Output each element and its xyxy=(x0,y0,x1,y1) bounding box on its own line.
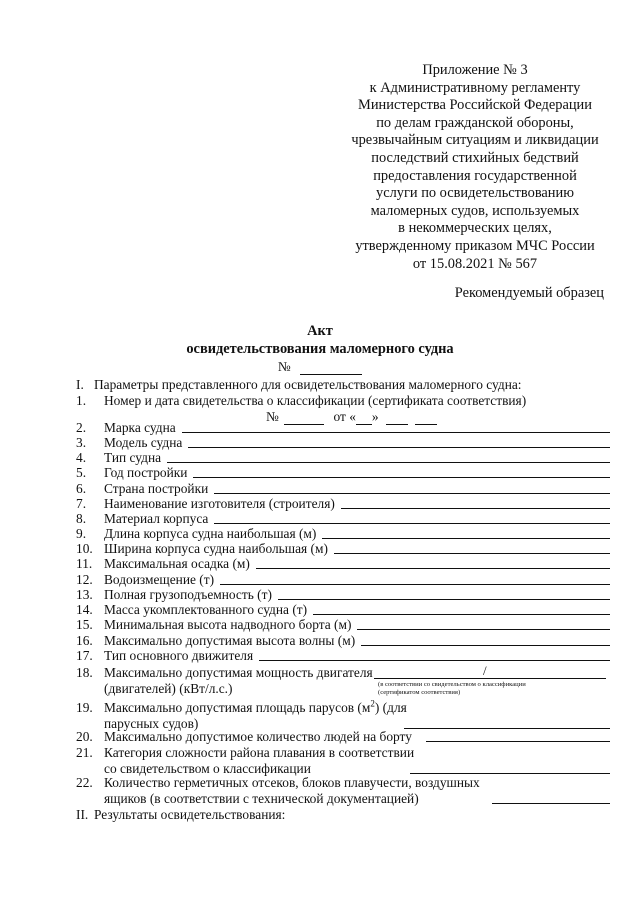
item-21-line-2: со свидетельством о классификации xyxy=(104,760,311,776)
appendix-line: услуги по освидетельствованию xyxy=(376,185,574,202)
item-number: 8. xyxy=(76,511,87,527)
item-1-number: 1. xyxy=(76,393,87,408)
item-label: Максимальная осадка (м) xyxy=(104,556,250,572)
item-row xyxy=(76,617,610,633)
item-18-line-1: Максимально допустимая мощность двигателя xyxy=(104,665,373,680)
appendix-line: по делам гражданской обороны, xyxy=(376,114,574,131)
item-number: 7. xyxy=(76,496,87,512)
item-21-line-1: Категория сложности района плавания в соответствии xyxy=(104,745,415,760)
item-row xyxy=(76,602,610,618)
section-2-title: Результаты освидетельствования: xyxy=(94,807,286,822)
item-row xyxy=(76,450,610,466)
item-18-note-1: (в соответствии со свидетельством о классификации xyxy=(378,681,526,688)
item-19-superscript: 2 xyxy=(370,698,375,709)
act-number-field[interactable] xyxy=(300,374,362,375)
item-number: 14. xyxy=(76,602,93,618)
item-number: 17. xyxy=(76,648,93,664)
engine-power-slash: / xyxy=(483,663,487,678)
item-row xyxy=(76,556,610,572)
item-row xyxy=(76,496,610,512)
item-label: Полная грузоподъемность (т) xyxy=(104,587,272,603)
item-19-text-end: ) (для xyxy=(374,700,407,715)
appendix-line: от 15.08.2021 № 567 xyxy=(412,255,538,272)
item-number: 20. xyxy=(76,729,93,745)
navigation-category-field[interactable] xyxy=(410,773,610,774)
appendix-header xyxy=(330,62,620,273)
item-number: 12. xyxy=(76,572,93,588)
title-line-1: Акт xyxy=(307,323,333,339)
section-2-number: II. xyxy=(76,807,89,822)
item-row xyxy=(76,465,610,481)
section-1-title: Параметры представленного для освидетельствования маломерного судна: xyxy=(94,377,522,392)
item-field[interactable] xyxy=(256,568,610,569)
item-label: Модель судна xyxy=(104,435,183,451)
title-line-2: освидетельствования маломерного судна xyxy=(186,341,454,357)
item-field[interactable] xyxy=(214,493,610,494)
item-field[interactable] xyxy=(313,614,610,615)
item-number: 11. xyxy=(76,556,93,572)
compartments-count-field[interactable] xyxy=(492,803,610,804)
item-row xyxy=(76,648,610,664)
item-label: Материал корпуса xyxy=(104,511,209,527)
item-label: Тип судна xyxy=(104,450,162,466)
item-row xyxy=(76,481,610,497)
item-19-text: Максимально допустимая площадь парусов (м xyxy=(104,700,371,715)
item-field[interactable] xyxy=(182,432,610,433)
item-number: 5. xyxy=(76,465,87,481)
item-field[interactable] xyxy=(361,645,610,646)
item-row xyxy=(76,420,610,436)
item-field[interactable] xyxy=(341,508,610,509)
item-number: 3. xyxy=(76,435,87,451)
item-label: Водоизмещение (т) xyxy=(104,572,215,588)
item-label: Страна постройки xyxy=(104,481,209,497)
item-row xyxy=(76,729,610,745)
item-label: Марка судна xyxy=(104,420,176,436)
item-field[interactable] xyxy=(259,660,610,661)
item-row xyxy=(76,435,610,451)
item-field[interactable] xyxy=(214,523,610,524)
section-1-number: I. xyxy=(76,377,84,392)
item-field[interactable] xyxy=(426,741,610,742)
item-18 xyxy=(76,665,373,696)
item-number: 9. xyxy=(76,526,87,542)
item-label: Максимально допустимая высота волны (м) xyxy=(104,633,356,649)
item-number: 6. xyxy=(76,481,87,497)
sample-label: Рекомендуемый образец xyxy=(454,285,604,301)
item-field[interactable] xyxy=(334,553,610,554)
item-label: Ширина корпуса судна наибольшая (м) xyxy=(104,541,328,557)
item-number: 4. xyxy=(76,450,87,466)
item-field[interactable] xyxy=(357,629,610,630)
item-19-number: 19. xyxy=(76,700,93,715)
item-row xyxy=(76,511,610,527)
item-19 xyxy=(76,700,407,731)
item-row xyxy=(76,587,610,603)
engine-power-field[interactable] xyxy=(374,678,606,679)
item-row xyxy=(76,526,610,542)
item-number: 13. xyxy=(76,587,93,603)
appendix-line: Министерства Российской Федерации xyxy=(358,97,592,114)
item-number: 10. xyxy=(76,541,93,557)
item-number: 2. xyxy=(76,420,87,436)
item-label: Наименование изготовителя (строителя) xyxy=(104,496,335,512)
item-field[interactable] xyxy=(167,462,610,463)
appendix-line: чрезвычайным ситуациям и ликвидации xyxy=(351,132,599,149)
item-label: Год постройки xyxy=(104,465,188,481)
item-1-label: Номер и дата свидетельства о классификации (сертификата соответствия) xyxy=(104,393,527,408)
item-label: Минимальная высота надводного борта (м) xyxy=(104,617,352,633)
item-21 xyxy=(76,745,414,776)
item-field[interactable] xyxy=(322,538,610,539)
appendix-line: маломерных судов, используемых xyxy=(370,202,580,219)
item-22-line-2: ящиков (в соответствии с технической документацией) xyxy=(104,790,419,806)
item-18-line-2: (двигателей) (кВт/л.с.) xyxy=(104,680,233,696)
item-1-quote: » xyxy=(371,409,379,424)
item-19-line-2: парусных судов) xyxy=(104,715,199,731)
item-field[interactable] xyxy=(220,584,610,585)
item-19-line-1 xyxy=(104,700,407,716)
item-field[interactable] xyxy=(193,477,610,478)
item-label: Длина корпуса судна наибольшая (м) xyxy=(104,526,317,542)
item-18-number: 18. xyxy=(76,665,93,680)
item-1-no-sign: № xyxy=(266,409,279,424)
item-number: 16. xyxy=(76,633,93,649)
item-18-note-2: (сертификатом соответствия) xyxy=(378,689,461,696)
item-22 xyxy=(76,775,480,806)
appendix-line: предоставления государственной xyxy=(373,167,577,184)
item-row xyxy=(76,572,610,588)
item-row xyxy=(76,541,610,557)
appendix-line: утвержденному приказом МЧС России xyxy=(355,237,595,254)
appendix-line: в некоммерческих целях, xyxy=(398,220,552,237)
item-row xyxy=(76,633,610,649)
item-22-line-1: Количество герметичных отсеков, блоков плавучести, воздушных xyxy=(104,775,480,790)
document-title xyxy=(0,322,640,358)
appendix-line: Приложение № 3 xyxy=(422,62,528,78)
item-field[interactable] xyxy=(278,599,610,600)
appendix-line: последствий стихийных бедствий xyxy=(371,149,579,166)
item-1-from: от « xyxy=(333,409,356,424)
item-label: Максимально допустимое количество людей на борту xyxy=(104,729,412,745)
item-22-number: 22. xyxy=(76,775,93,790)
item-number: 15. xyxy=(76,617,93,633)
appendix-line: к Административному регламенту xyxy=(369,79,581,96)
item-21-number: 21. xyxy=(76,745,93,760)
item-field[interactable] xyxy=(188,447,610,448)
item-label: Тип основного движителя xyxy=(104,648,254,664)
act-number-line xyxy=(0,359,640,375)
item-label: Масса укомплектованного судна (т) xyxy=(104,602,308,618)
number-sign: № xyxy=(277,359,291,374)
